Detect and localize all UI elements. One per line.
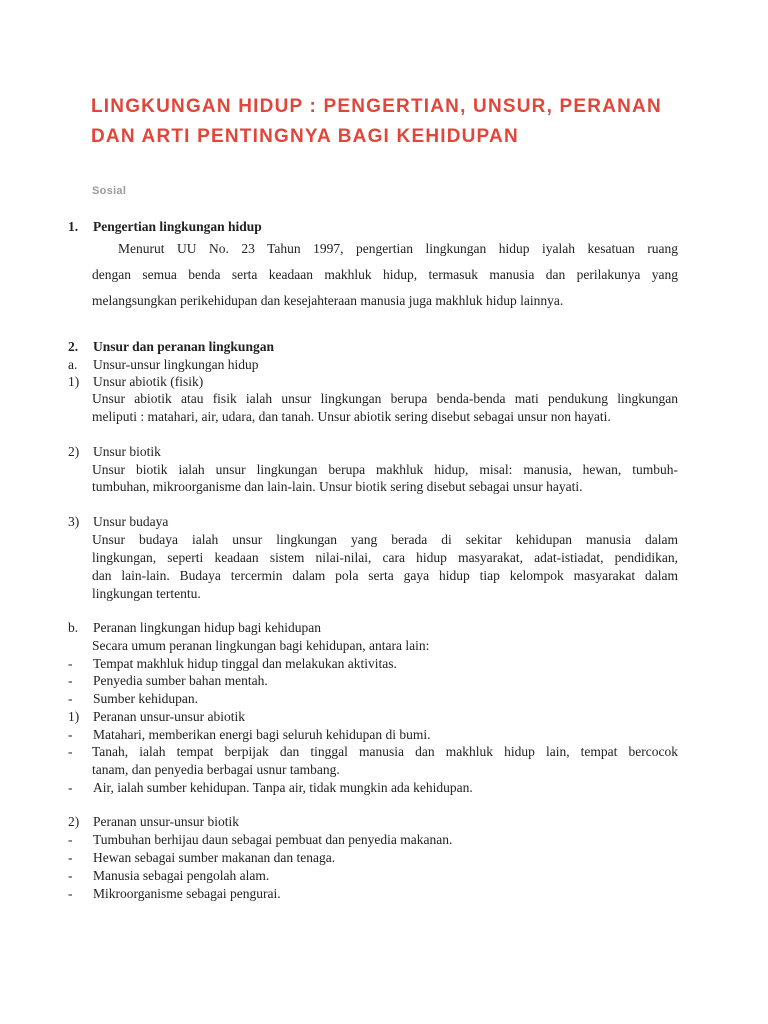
paragraph-line: Unsur abiotik atau fisik ialah unsur lingkungan berupa benda-benda mati pendukung lingkungan [92,391,678,406]
abiotik-role-heading [68,708,245,725]
list-marker: - [68,850,73,865]
section-number: 1. [68,219,79,234]
budaya-heading [68,513,168,530]
list-marker: - [68,780,73,795]
list-marker: 1) [68,709,80,724]
paragraph-line: Secara umum peranan lingkungan bagi kehidupan, antara lain: [92,638,430,653]
section-title: Unsur dan peranan lingkungan [93,339,274,354]
biotik-role-heading [68,813,239,830]
section-number: 2. [68,339,79,354]
list-marker: 2) [68,444,80,459]
list-item [68,849,335,866]
list-marker: 2) [68,814,80,829]
list-marker: - [68,868,73,883]
subsection-a [68,356,258,373]
paragraph-line: meliputi : matahari, air, udara, dan tanah. Unsur abiotik sering disebut sebagai unsur non hayati. [92,409,611,424]
list-marker: 3) [68,514,80,529]
paragraph-line: Unsur budaya ialah unsur lingkungan yang berada di sekitar kehidupan manusia dalam [92,532,678,547]
list-item [68,867,269,884]
list-label: Hewan sebagai sumber makanan dan tenaga. [93,850,336,865]
list-marker: - [68,832,73,847]
list-label: Unsur-unsur lingkungan hidup [93,357,259,372]
paragraph-line: melangsungkan perikehidupan dan kesejahteraan manusia juga makhluk hidup lainnya. [92,293,564,308]
list-label: Tumbuhan berhijau daun sebagai pembuat dan penyedia makanan. [93,832,453,847]
list-marker: - [68,673,73,688]
paragraph-line: lingkungan, seperti keadaan sistem nilai-nilai, cara hidup masyarakat, adat-istiadat, pendidikan, [92,550,678,565]
subsection-b [68,619,321,636]
list-label: Penyedia sumber bahan mentah. [93,673,268,688]
list-item [68,672,268,689]
list-label: Air, ialah sumber kehidupan. Tanpa air, tidak mungkin ada kehidupan. [93,780,473,795]
list-label: Peranan unsur-unsur biotik [93,814,239,829]
list-label: Unsur abiotik (fisik) [93,374,204,389]
list-marker: - [68,727,73,742]
list-marker-line [68,743,93,760]
list-marker: a. [68,357,78,372]
list-label: Peranan lingkungan hidup bagi kehidupan [93,620,321,635]
list-item [68,885,281,902]
list-item [68,779,473,796]
list-label: tanam, dan penyedia berbagai usnur tambang. [92,762,340,777]
category-label: Sosial [92,185,127,197]
paragraph-line: lingkungan tertentu. [92,586,201,601]
list-label: Peranan unsur-unsur abiotik [93,709,245,724]
list-item [68,655,397,672]
list-label: Unsur biotik [93,444,161,459]
list-label: Matahari, memberikan energi bagi seluruh kehidupan di bumi. [93,727,431,742]
paragraph-line: dengan semua benda serta keadaan makhluk hidup, termasuk manusia dan perilakunya yang [92,267,678,282]
list-marker: - [68,744,73,759]
list-label: Tempat makhluk hidup tinggal dan melakukan aktivitas. [93,656,397,671]
list-label: Sumber kehidupan. [93,691,198,706]
list-label: Manusia sebagai pengolah alam. [93,868,270,883]
biotik-heading [68,443,161,460]
list-item [68,726,431,743]
list-marker: b. [68,620,79,635]
list-label: Tanah, ialah tempat berpijak dan tinggal manusia dan makhluk hidup lain, tempat bercocok [92,744,678,759]
abiotik-heading [68,373,203,390]
paragraph-line: Menurut UU No. 23 Tahun 1997, pengertian lingkungan hidup iyalah kesatuan ruang [118,241,678,256]
list-item [68,831,452,848]
list-marker: 1) [68,374,80,389]
list-marker: - [68,691,73,706]
section-1-heading [68,218,262,235]
section-2-heading [68,338,274,355]
list-marker: - [68,656,73,671]
list-marker: - [68,886,73,901]
paragraph-line: Unsur biotik ialah unsur lingkungan berupa makhluk hidup, misal: manusia, hewan, tumbuh- [92,462,678,477]
paragraph-line: dan lain-lain. Budaya tercermin dalam pola serta gaya hidup tiap kelompok masyarakat dalam [92,568,678,583]
list-label: Mikroorganisme sebagai pengurai. [93,886,281,901]
list-label: Unsur budaya [93,514,169,529]
list-item [68,690,198,707]
paragraph-line: tumbuhan, mikroorganisme dan lain-lain. Unsur biotik sering disebut sebagai unsur hayati. [92,479,583,494]
section-title: Pengertian lingkungan hidup [93,219,262,234]
article-title: LINGKUNGAN HIDUP : PENGERTIAN, UNSUR, PERANAN DAN ARTI PENTINGNYA BAGI KEHIDUPAN [91,96,662,147]
